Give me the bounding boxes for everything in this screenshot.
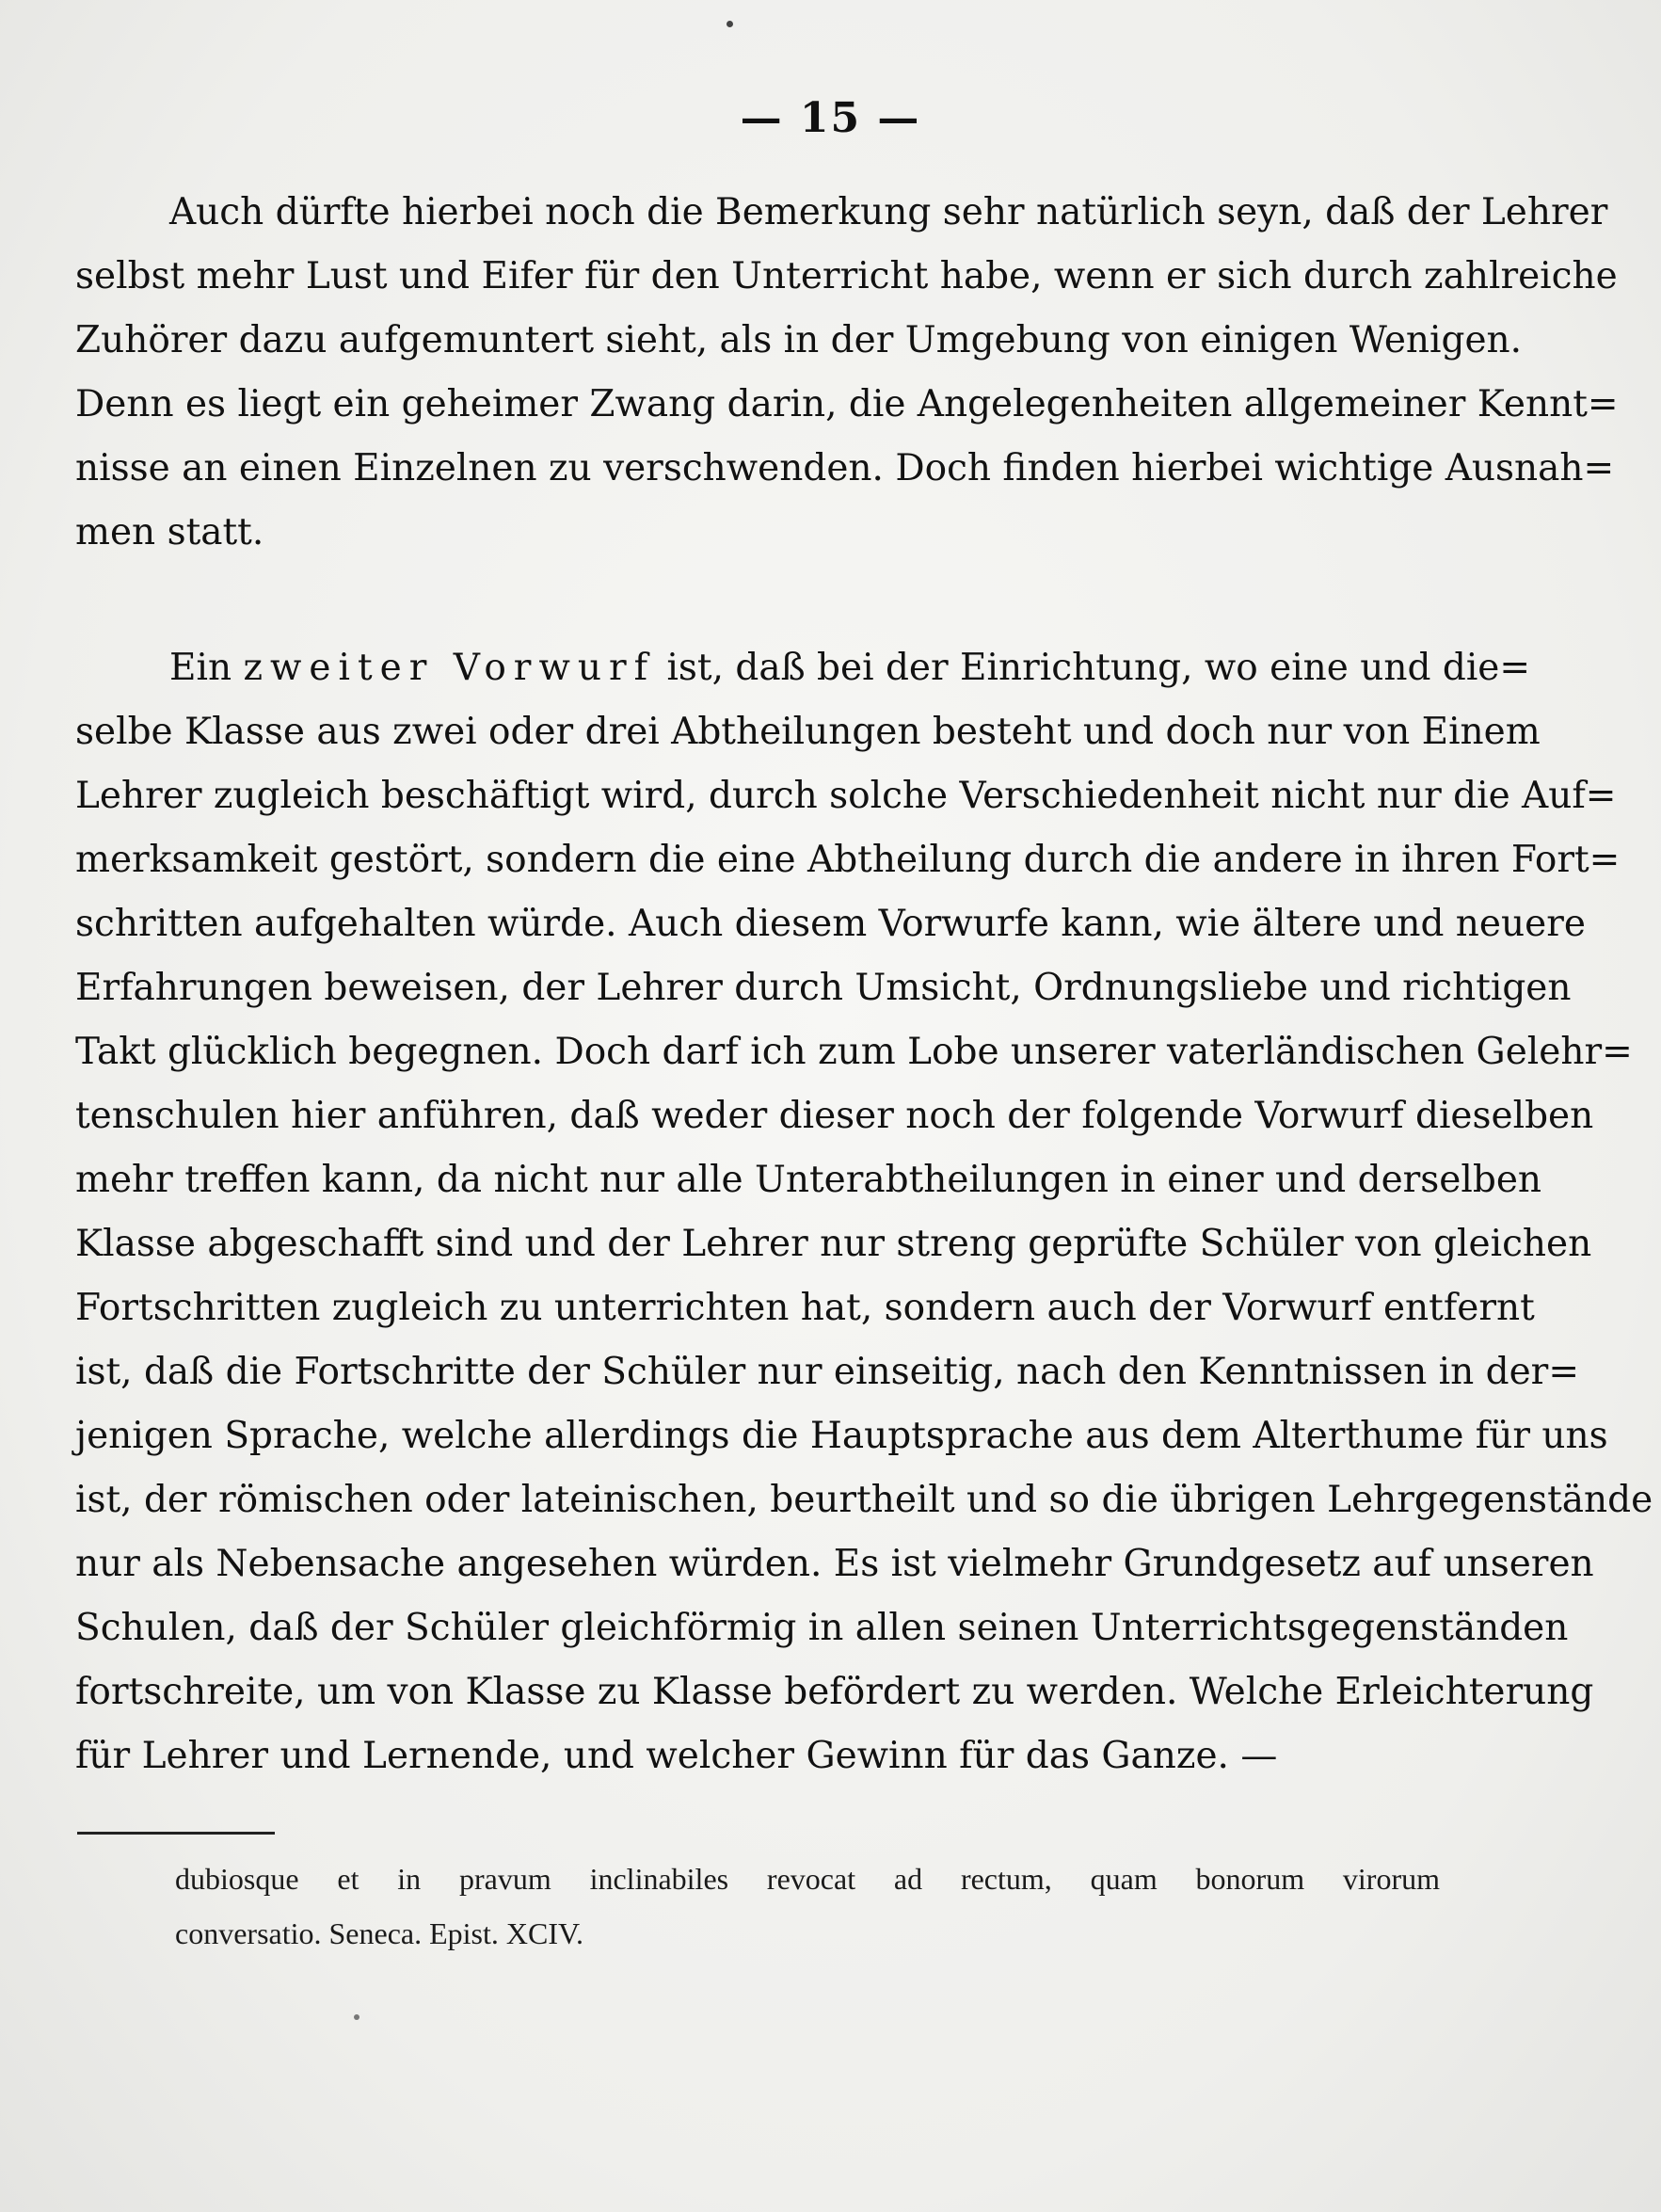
text-line: Schulen, daß der Schüler gleichförmig in allen seinen Unterrichtsgegenständen	[75, 1607, 1569, 1649]
text-line: Takt glücklich begegnen. Doch darf ich zum Lobe unserer vaterländischen Gelehr=	[75, 1031, 1633, 1073]
text-line: Fortschritten zugleich zu unterrichten hat, sondern auch der Vorwurf entfernt	[75, 1287, 1535, 1329]
text-line: selbe Klasse aus zwei oder drei Abtheilungen besteht und doch nur von Einem	[75, 711, 1541, 753]
text-line: Denn es liegt ein geheimer Zwang darin, die Angelegenheiten allgemeiner Kennt=	[75, 383, 1619, 425]
text-line: jenigen Sprache, welche allerdings die Hauptsprache aus dem Alterthume für uns	[75, 1415, 1608, 1457]
text-run: Ein	[169, 647, 232, 689]
page-number: — 15 —	[740, 94, 921, 142]
text-line: men statt.	[75, 511, 264, 553]
text-line: für Lehrer und Lernende, und welcher Gewinn für das Ganze. —	[75, 1735, 1278, 1777]
text-run: ist, daß bei der Einrichtung, wo eine und die=	[666, 647, 1531, 689]
text-line: Auch dürfte hierbei noch die Bemerkung sehr natürlich seyn, daß der Lehrer	[169, 191, 1608, 233]
text-line	[169, 640, 1531, 697]
text-line: nisse an einen Einzelnen zu verschwenden. Doch finden hierbei wichtige Ausnah=	[75, 447, 1615, 489]
text-line: schritten aufgehalten würde. Auch diesem Vorwurfe kann, wie ältere und neuere	[75, 903, 1586, 945]
text-line: ist, daß die Fortschritte der Schüler nur einseitig, nach den Kenntnissen in der=	[75, 1351, 1579, 1393]
text-line: ist, der römischen oder lateinischen, beurtheilt und so die übrigen Lehrgegenstände	[75, 1479, 1653, 1521]
emphasized-phrase: zweiter Vorwurf	[243, 647, 656, 689]
text-line: Klasse abgeschafft sind und der Lehrer nur streng geprüfte Schüler von gleichen	[75, 1223, 1592, 1265]
text-line: Erfahrungen beweisen, der Lehrer durch Umsicht, Ordnungsliebe und richtigen	[75, 967, 1572, 1009]
footnote-rule	[77, 1832, 275, 1835]
text-line: selbst mehr Lust und Eifer für den Unterricht habe, wenn er sich durch zahlreiche	[75, 255, 1618, 297]
ink-speck	[727, 21, 733, 27]
text-line: fortschreite, um von Klasse zu Klasse befördert zu werden. Welche Erleichterung	[75, 1671, 1594, 1713]
ink-speck	[354, 2014, 359, 2020]
text-line: Lehrer zugleich beschäftigt wird, durch solche Verschiedenheit nicht nur die Auf=	[75, 775, 1617, 817]
text-line: nur als Nebensache angesehen würden. Es ist vielmehr Grundgesetz auf unseren	[75, 1543, 1594, 1585]
text-line: mehr treffen kann, da nicht nur alle Unterabtheilungen in einer und derselben	[75, 1159, 1542, 1201]
footnote-line: dubiosque et in pravum inclinabiles revocat ad rectum, quam bonorum virorum	[175, 1862, 1440, 1896]
text-line: Zuhörer dazu aufgemuntert sieht, als in der Umgebung von einigen Wenigen.	[75, 319, 1523, 361]
footnote-line: conversatio. Seneca. Epist. XCIV.	[175, 1916, 583, 1950]
text-line: tenschulen hier anführen, daß weder dieser noch der folgende Vorwurf dieselben	[75, 1095, 1594, 1137]
text-line: merksamkeit gestört, sondern die eine Abtheilung durch die andere in ihren Fort=	[75, 839, 1621, 881]
